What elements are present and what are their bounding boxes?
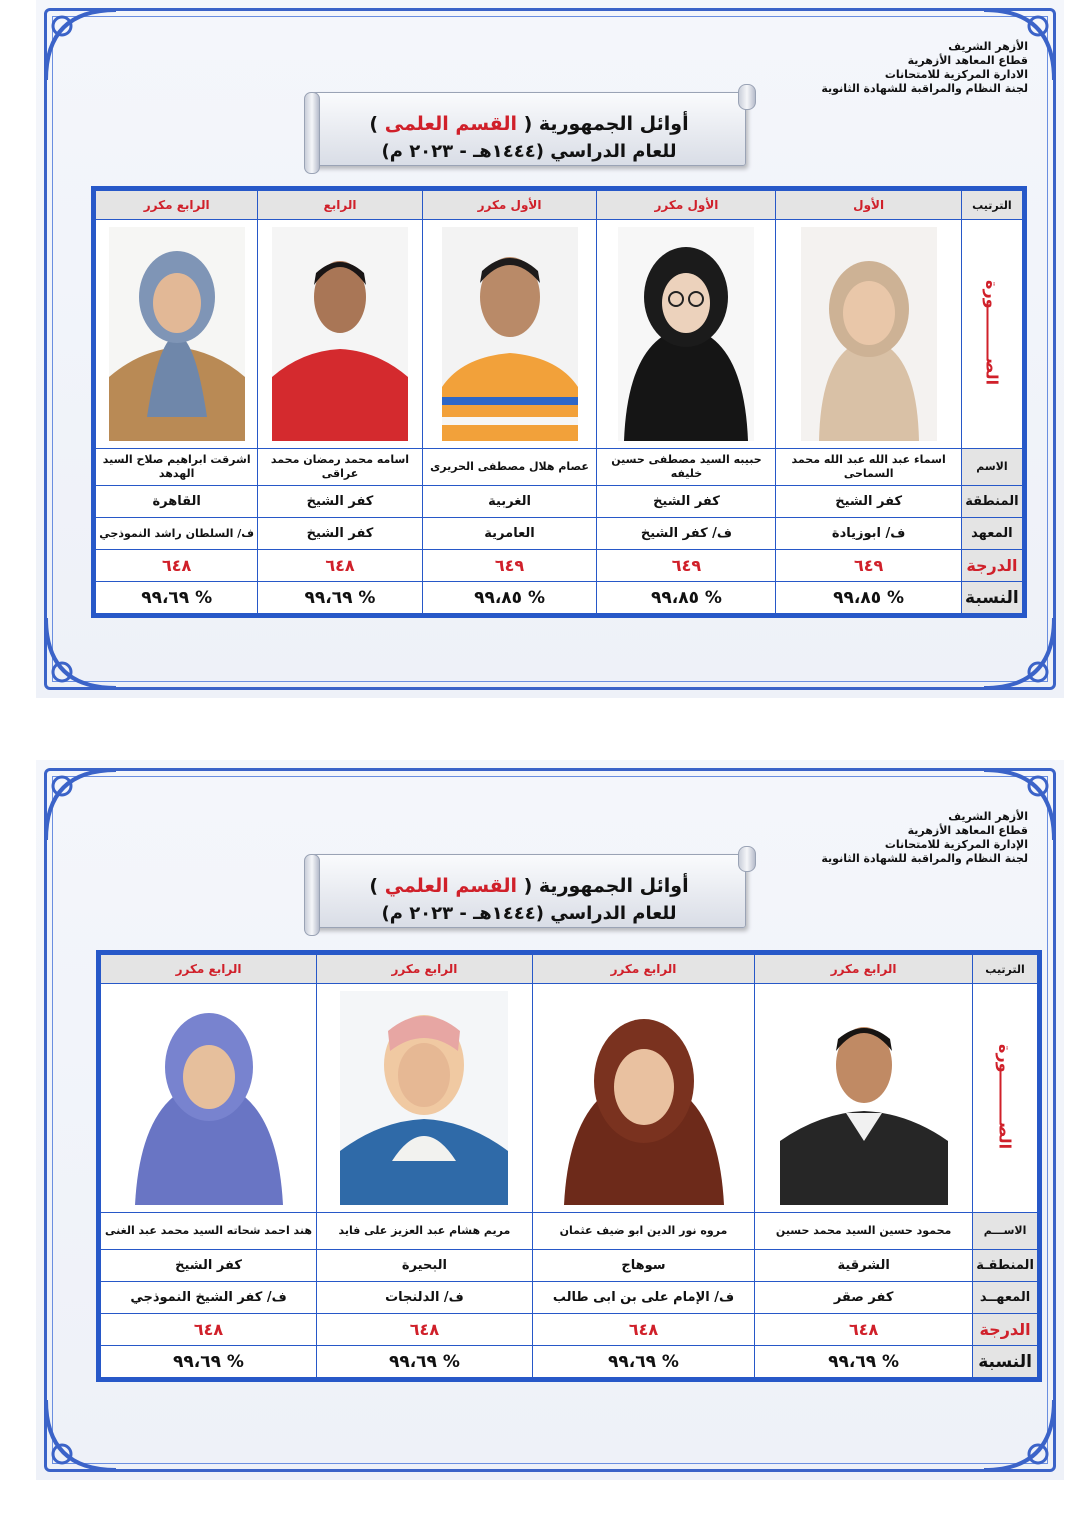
score-cell: ٦٤٨ <box>258 550 422 582</box>
photo-cell <box>317 984 533 1213</box>
percent-cell: % ٩٩،٦٩ <box>532 1346 754 1380</box>
title-scroll <box>312 84 756 168</box>
name-row <box>94 449 1025 486</box>
header-line: قطاع المعاهد الأزهرية <box>907 54 1028 67</box>
score-cell: ٦٤٨ <box>94 550 258 582</box>
ornament-icon <box>36 608 126 698</box>
page-subtitle: للعام الدراسي (١٤٤٤هـ - ٢٠٢٣ م) <box>381 903 677 924</box>
rank-row <box>94 189 1025 220</box>
score-cell: ٦٤٨ <box>532 1314 754 1346</box>
percent-cell: % ٩٩،٦٩ <box>94 582 258 616</box>
institute-cell: كفر الشيخ <box>258 518 422 550</box>
percent-cell: % ٩٩،٦٩ <box>317 1346 533 1380</box>
institute-label: المعهد <box>961 518 1024 550</box>
section-name: القسم العلمى <box>384 113 517 135</box>
region-cell: كفر الشيخ <box>99 1250 317 1282</box>
ornament-icon <box>36 0 126 90</box>
rank-cell: الأول مكرر <box>422 189 597 220</box>
header-line: الأزهر الشريف <box>948 40 1028 53</box>
rank-row <box>99 953 1040 984</box>
rank-label: الترتيب <box>973 953 1040 984</box>
student-photo <box>618 227 754 441</box>
scroll-roll <box>304 854 320 936</box>
header-line: قطاع المعاهد الأزهرية <box>907 824 1028 837</box>
photo-cell <box>597 220 776 449</box>
institute-cell: ف/ كفر الشيخ <box>597 518 776 550</box>
region-cell: كفر الشيخ <box>776 486 961 518</box>
title-suffix: ) <box>369 113 379 135</box>
student-photo <box>109 227 245 441</box>
rank-cell: الرابع مكرر <box>94 189 258 220</box>
header-line: الأزهر الشريف <box>948 810 1028 823</box>
issuer-header <box>821 40 1028 96</box>
certificate-page-2 <box>36 760 1064 1480</box>
title-banner <box>312 854 746 928</box>
score-cell: ٦٤٩ <box>776 550 961 582</box>
rank-cell: الرابع مكرر <box>532 953 754 984</box>
rank-cell: الرابع مكرر <box>317 953 533 984</box>
rank-cell: الرابع مكرر <box>755 953 973 984</box>
percent-label: النسبة <box>973 1346 1040 1380</box>
region-row <box>99 1250 1040 1282</box>
student-photo <box>560 991 728 1205</box>
issuer-header <box>821 810 1028 866</box>
student-photo <box>780 991 948 1205</box>
score-cell: ٦٤٨ <box>755 1314 973 1346</box>
scroll-roll <box>738 84 756 110</box>
name-cell: عصام هلال مصطفى الحريرى <box>422 449 597 486</box>
institute-row <box>99 1282 1040 1314</box>
name-cell: اشرقت ابراهيم صلاح السيد الهدهد <box>94 449 258 486</box>
student-photo <box>442 227 578 441</box>
photo-cell <box>755 984 973 1213</box>
photo-label-cell <box>961 220 1024 449</box>
score-cell: ٦٤٨ <box>317 1314 533 1346</box>
certificate-page-1 <box>36 0 1064 698</box>
photo-cell <box>532 984 754 1213</box>
photo-cell <box>99 984 317 1213</box>
header-line: لجنة النظام والمراقبة للشهادة الثانوية <box>821 82 1028 95</box>
scroll-roll <box>304 92 320 174</box>
percent-cell: % ٩٩،٦٩ <box>258 582 422 616</box>
name-cell: اسامه محمد رمضان محمد عراقى <box>258 449 422 486</box>
institute-cell: العامرية <box>422 518 597 550</box>
name-cell: حبيبه السيد مصطفى حسين خليفه <box>597 449 776 486</box>
student-photo <box>272 227 408 441</box>
name-row <box>99 1213 1040 1250</box>
scroll-roll <box>738 846 756 872</box>
percent-label: النسبة <box>961 582 1024 616</box>
region-label: المنطقة <box>961 486 1024 518</box>
percent-row <box>99 1346 1040 1380</box>
photo-row <box>99 984 1040 1213</box>
region-cell: كفر الشيخ <box>597 486 776 518</box>
region-label: المنطقـة <box>973 1250 1040 1282</box>
region-cell: البحيرة <box>317 1250 533 1282</box>
percent-cell: % ٩٩،٨٥ <box>422 582 597 616</box>
institute-cell: ف/ كفر الشيخ النموذجي <box>99 1282 317 1314</box>
student-photo <box>125 991 293 1205</box>
photo-cell <box>94 220 258 449</box>
header-line: الإدارة المركزية للامتحانات <box>884 838 1028 851</box>
results-table <box>91 186 1027 618</box>
percent-cell: % ٩٩،٦٩ <box>99 1346 317 1380</box>
title-prefix: أوائل الجمهورية ( <box>523 875 689 897</box>
student-photo <box>801 227 937 441</box>
page-title <box>313 113 745 135</box>
score-cell: ٦٤٩ <box>597 550 776 582</box>
percent-cell: % ٩٩،٨٥ <box>776 582 961 616</box>
student-photo <box>340 991 508 1205</box>
institute-cell: ف/ الإمام على بن ابى طالب <box>532 1282 754 1314</box>
score-label: الدرجة <box>961 550 1024 582</box>
score-row <box>94 550 1025 582</box>
score-cell: ٦٤٨ <box>99 1314 317 1346</box>
ornament-icon <box>974 608 1064 698</box>
name-label: الاســـم <box>973 1213 1040 1250</box>
score-row <box>99 1314 1040 1346</box>
results-table <box>96 950 1042 1382</box>
photo-cell <box>776 220 961 449</box>
region-cell: الشرقية <box>755 1250 973 1282</box>
region-cell: القاهرة <box>94 486 258 518</box>
name-cell: هند احمد شحاته السيد محمد عبد الغنى <box>99 1213 317 1250</box>
photo-cell <box>422 220 597 449</box>
institute-label: المعهــد <box>973 1282 1040 1314</box>
photo-label-cell <box>973 984 1040 1213</box>
section-name: القسم العلمي <box>384 875 517 897</box>
percent-cell: % ٩٩،٦٩ <box>755 1346 973 1380</box>
score-label: الدرجة <box>973 1314 1040 1346</box>
title-scroll <box>312 846 756 930</box>
rank-cell: الأول <box>776 189 961 220</box>
header-line: لجنة النظام والمراقبة للشهادة الثانوية <box>821 852 1028 865</box>
institute-cell: ف/ ابوزيادة <box>776 518 961 550</box>
photo-row <box>94 220 1025 449</box>
title-prefix: أوائل الجمهورية ( <box>523 113 689 135</box>
photo-label: الصـــــــــورة <box>982 279 1002 386</box>
photo-cell <box>258 220 422 449</box>
rank-label: الترتيب <box>961 189 1024 220</box>
institute-cell: ف/ الدلنجات <box>317 1282 533 1314</box>
rank-cell: الرابع مكرر <box>99 953 317 984</box>
region-cell: الغربية <box>422 486 597 518</box>
name-cell: مريم هشام عبد العزيز على فايد <box>317 1213 533 1250</box>
title-banner <box>312 92 746 166</box>
percent-row <box>94 582 1025 616</box>
institute-cell: كفر صقر <box>755 1282 973 1314</box>
institute-cell: ف/ السلطان راشد النموذجي <box>94 518 258 550</box>
photo-label: الصـــــــــورة <box>995 1043 1015 1150</box>
institute-row <box>94 518 1025 550</box>
region-row <box>94 486 1025 518</box>
percent-cell: % ٩٩،٨٥ <box>597 582 776 616</box>
ornament-icon <box>36 760 126 850</box>
name-cell: محمود حسين السيد محمد حسين <box>755 1213 973 1250</box>
name-cell: مروه نور الدين ابو ضيف عثمان <box>532 1213 754 1250</box>
region-cell: كفر الشيخ <box>258 486 422 518</box>
title-suffix: ) <box>369 875 379 897</box>
page-subtitle: للعام الدراسي (١٤٤٤هـ - ٢٠٢٣ م) <box>381 141 677 162</box>
ornament-icon <box>974 1390 1064 1480</box>
rank-cell: الأول مكرر <box>597 189 776 220</box>
name-cell: اسماء عبد الله عبد الله محمد السماحى <box>776 449 961 486</box>
region-cell: سوهاج <box>532 1250 754 1282</box>
header-line: الادارة المركزية للامتحانات <box>884 68 1028 81</box>
ornament-icon <box>36 1390 126 1480</box>
score-cell: ٦٤٩ <box>422 550 597 582</box>
rank-cell: الرابع <box>258 189 422 220</box>
page-title <box>313 875 745 897</box>
name-label: الاسم <box>961 449 1024 486</box>
